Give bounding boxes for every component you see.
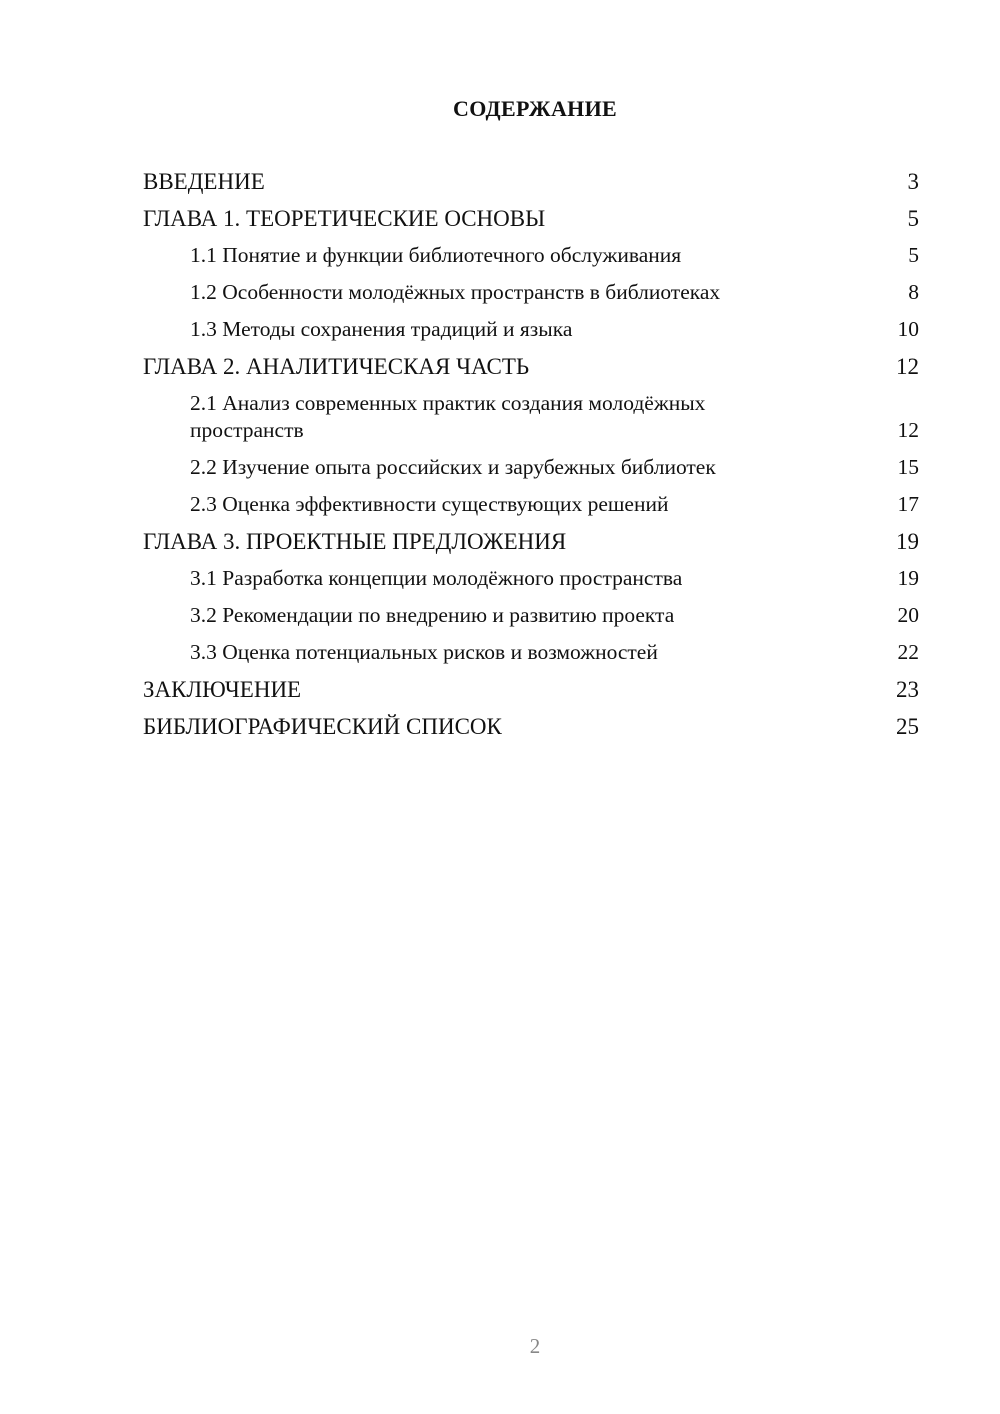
page-number: 2 [529,1334,541,1358]
toc-entry-page: 15 [897,455,919,479]
toc-subentry [143,454,919,481]
toc-entry-text: 2.3 Оценка эффективности существующих решений [190,492,669,516]
toc-entry-text: 1.2 Особенности молодёжных пространств в библиотеках [190,280,721,304]
toc-entry [143,676,919,703]
toc-entry-text: ВВЕДЕНИЕ [143,169,265,194]
toc-entry-page: 5 [907,206,919,231]
toc-subentry [143,491,919,518]
toc-entry [143,168,919,195]
table-of-contents [143,168,919,750]
toc-entry-page: 20 [897,603,919,627]
toc-subentry [143,565,919,592]
toc-entry-page: 22 [897,640,919,664]
toc-entry [143,205,919,232]
toc-entry-text: 3.2 Рекомендации по внедрению и развитию проекта [190,603,675,627]
toc-entry [143,353,919,380]
toc-entry-text: ГЛАВА 1. ТЕОРЕТИЧЕСКИЕ ОСНОВЫ [143,206,546,231]
toc-entry-page: 25 [896,714,919,739]
toc-entry-page: 23 [896,677,919,702]
toc-entry-text: 2.1 Анализ современных практик создания молодёжных пространств [190,391,706,442]
toc-entry-text: 3.1 Разработка концепции молодёжного пространства [190,566,683,590]
toc-entry [143,713,919,740]
toc-subentry [143,316,919,343]
toc-entry-text: 1.3 Методы сохранения традиций и языка [190,317,573,341]
toc-subentry [143,602,919,629]
toc-entry-page: 17 [897,492,919,516]
toc-entry-page: 12 [896,354,919,379]
toc-subentry [143,390,919,444]
toc-entry-text: ГЛАВА 3. ПРОЕКТНЫЕ ПРЕДЛОЖЕНИЯ [143,529,567,554]
toc-subentry [143,279,919,306]
toc-entry-text: ГЛАВА 2. АНАЛИТИЧЕСКАЯ ЧАСТЬ [143,354,530,379]
toc-subentry [143,242,919,269]
toc-entry-page: 3 [907,169,919,194]
toc-entry-page: 19 [896,529,919,554]
toc-entry-text: 1.1 Понятие и функции библиотечного обслуживания [190,243,682,267]
toc-title: СОДЕРЖАНИЕ [453,96,617,121]
toc-entry-text: ЗАКЛЮЧЕНИЕ [143,677,302,702]
toc-entry-page: 10 [897,317,919,341]
toc-subentry [143,639,919,666]
toc-entry [143,528,919,555]
toc-entry-text: 3.3 Оценка потенциальных рисков и возможностей [190,640,658,664]
toc-entry-text: БИБЛИОГРАФИЧЕСКИЙ СПИСОК [143,714,502,739]
toc-entry-page: 12 [897,418,919,442]
toc-entry-page: 8 [908,280,919,304]
toc-entry-text: 2.2 Изучение опыта российских и зарубежных библиотек [190,455,716,479]
toc-entry-page: 19 [897,566,919,590]
toc-entry-page: 5 [908,243,919,267]
